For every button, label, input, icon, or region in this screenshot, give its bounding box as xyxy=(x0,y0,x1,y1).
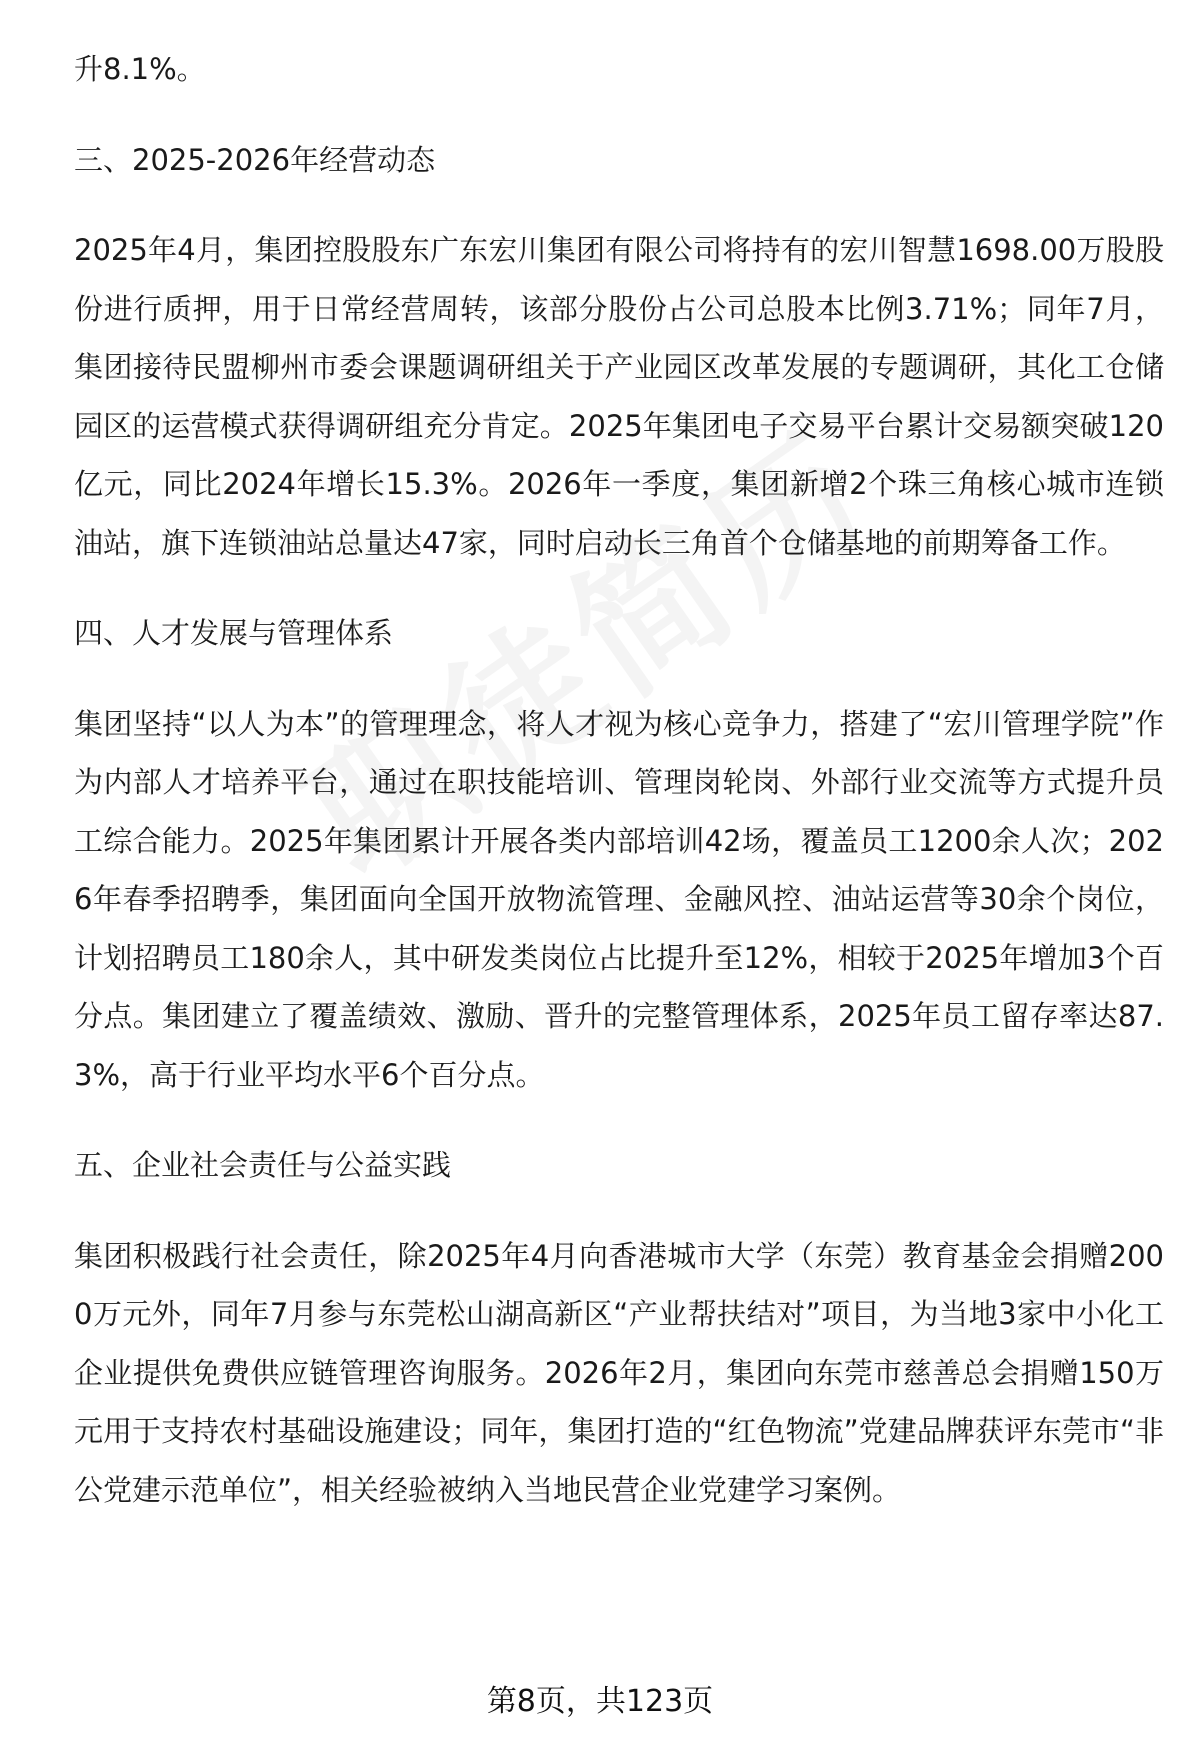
section-body-csr: 集团积极践行社会责任，除2025年4月向香港城市大学（东莞）教育基金会捐赠2000万元外，同年7月参与东莞松山湖高新区“产业帮扶结对”项目，为当地3家中小化工企业提供免费供应链管理咨询服务。2026年2月，集团向东莞市慈善总会捐赠150万元用于支持农村基础设施建设；同年，集团打造的“红色物流”党建品牌获评东莞市“非公党建示范单位”，相关经验被纳入当地民营企业党建学习案例。 xyxy=(74,1238,1164,1507)
section-heading-csr: 五、企业社会责任与公益实践 xyxy=(74,1148,452,1182)
intro-tail-paragraph: 升8.1%。 xyxy=(74,52,206,86)
page-number: 第8页，共123页 xyxy=(486,1684,714,1719)
section-heading-talent: 四、人才发展与管理体系 xyxy=(74,616,394,650)
document-body xyxy=(74,40,1164,1519)
section-heading-operations: 三、2025-2026年经营动态 xyxy=(74,142,436,177)
section-body-operations: 2025年4月，集团控股股东广东宏川集团有限公司将持有的宏川智慧1698.00万股股份进行质押，用于日常经营周转，该部分股份占公司总股本比例3.71%；同年7月，集团接待民盟柳州市委会课题调研组关于产业园区改革发展的专题调研，其化工仓储园区的运营模式获得调研组充分肯定。2025年集团电子交易平台累计交易额突破120亿元，同比2024年增长15.3%。2026年一季度，集团新增2个珠三角核心城市连锁油站，旗下连锁油站总量达47家，同时启动长三角首个仓储基地的前期筹备工作。 xyxy=(74,233,1165,560)
section-body-talent: 集团坚持“以人为本”的管理理念，将人才视为核心竞争力，搭建了“宏川管理学院”作为内部人才培养平台，通过在职技能培训、管理岗轮岗、外部行业交流等方式提升员工综合能力。2025年集团累计开展各类内部培训42场，覆盖员工1200余人次；2026年春季招聘季，集团面向全国开放物流管理、金融风控、油站运营等30余个岗位，计划招聘员工180余人，其中研发类岗位占比提升至12%，相较于2025年增加3个百分点。集团建立了覆盖绩效、激励、晋升的完整管理体系，2025年员工留存率达87.3%，高于行业平均水平6个百分点。 xyxy=(74,706,1164,1092)
